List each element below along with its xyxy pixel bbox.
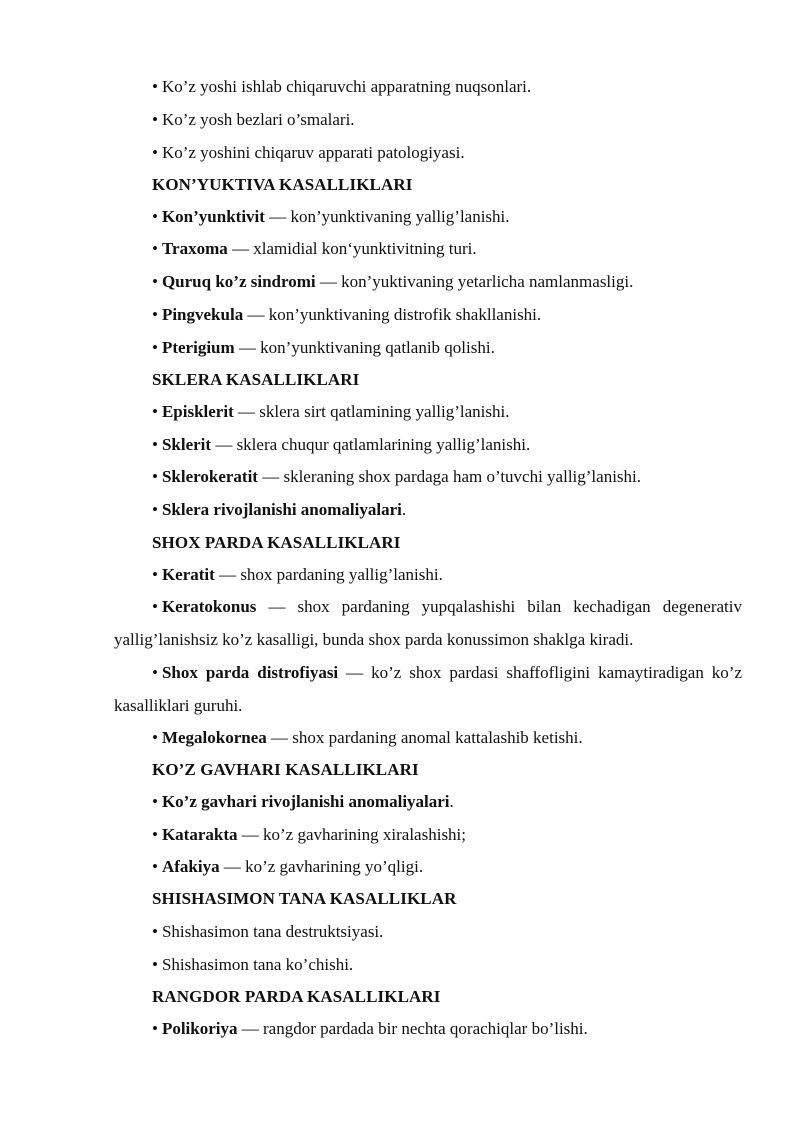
item-text: — kon’yunktivaning yallig’lanishi. bbox=[264, 207, 510, 226]
item-text: — ko’z shox pardasi shaffofligini kamaytiradigan ko’z kasalliklari guruhi. bbox=[114, 663, 743, 715]
item-term: Pterigium bbox=[161, 338, 235, 357]
bullet-symbol: • bbox=[152, 143, 158, 162]
item-text: — skleraning shox pardaga ham o’tuvchi yallig’lanishi. bbox=[257, 467, 642, 486]
item-text: — ko’z gavharining xiralashishi; bbox=[237, 825, 467, 844]
bullet-symbol: • bbox=[152, 402, 158, 421]
bullet-symbol: • bbox=[152, 207, 158, 226]
section-heading: SKLERA KASALLIKLARI bbox=[152, 370, 360, 389]
item-text: — shox pardaning anomal kattalashib ketishi. bbox=[266, 728, 583, 747]
section-heading: KO’Z GAVHARI KASALLIKLARI bbox=[152, 760, 419, 779]
item-term: Quruq ko’z sindromi bbox=[161, 272, 316, 291]
list-item bbox=[152, 401, 509, 423]
list-item bbox=[152, 142, 465, 164]
section-heading: RANGDOR PARDA KASALLIKLARI bbox=[152, 987, 441, 1006]
item-text: Shishasimon tana destruktsiyasi. bbox=[161, 922, 384, 941]
bullet-symbol: • bbox=[152, 467, 158, 486]
item-term: Traxoma bbox=[161, 239, 228, 258]
bullet-symbol: • bbox=[152, 338, 158, 357]
item-text: . bbox=[401, 500, 407, 519]
item-text: Shishasimon tana ko’chishi. bbox=[161, 955, 354, 974]
bullet-symbol: • bbox=[152, 857, 158, 876]
item-text: — shox pardaning yallig’lanishi. bbox=[214, 565, 443, 584]
item-text: . bbox=[449, 792, 454, 811]
list-item bbox=[152, 564, 443, 586]
bullet-symbol: • bbox=[152, 728, 158, 747]
list-item bbox=[152, 466, 641, 488]
bullet-symbol: • bbox=[152, 955, 158, 974]
bullet-symbol: • bbox=[152, 825, 158, 844]
bullet-symbol: • bbox=[152, 272, 158, 291]
item-term: Sklerit bbox=[161, 435, 212, 454]
item-text: — kon’yunktivaning qatlanib qolishi. bbox=[234, 338, 495, 357]
item-term: Polikoriya bbox=[161, 1019, 238, 1038]
list-item bbox=[152, 954, 353, 976]
list-item bbox=[152, 824, 466, 846]
bullet-symbol: • bbox=[152, 922, 158, 941]
bullet-symbol: • bbox=[152, 792, 158, 811]
list-item bbox=[152, 304, 541, 326]
list-item bbox=[152, 238, 477, 260]
item-term: Pingvekula bbox=[161, 305, 244, 324]
section-heading: SHISHASIMON TANA KASALLIKLAR bbox=[152, 889, 457, 908]
item-term: Keratokonus bbox=[161, 597, 257, 616]
bullet-symbol: • bbox=[152, 239, 158, 258]
item-text: — sklera sirt qatlamining yallig’lanishi. bbox=[233, 402, 510, 421]
item-text: — kon’yuktivaning yetarlicha namlanmasligi. bbox=[315, 272, 634, 291]
list-item bbox=[152, 727, 583, 749]
item-term: Sklerokeratit bbox=[161, 467, 258, 486]
list-item bbox=[152, 271, 633, 293]
paragraph-item bbox=[114, 590, 742, 656]
item-text: — shox pardaning yupqalashishi bilan kechadigan degenerativ yallig’lanishsiz ko’z kasalligi, bunda shox parda konussimon shaklga kiradi. bbox=[114, 597, 742, 649]
item-text: — xlamidial konʻyunktivitning turi. bbox=[227, 239, 477, 258]
item-text: — rangdor pardada bir nechta qorachiqlar bo’lishi. bbox=[237, 1019, 588, 1038]
item-term: Episklerit bbox=[161, 402, 234, 421]
bullet-symbol: • bbox=[152, 1019, 158, 1038]
item-term: Ko’z gavhari rivojlanishi anomaliyalari bbox=[161, 792, 450, 811]
list-item bbox=[152, 337, 495, 359]
bullet-symbol: • bbox=[152, 435, 158, 454]
bullet-symbol: • bbox=[152, 565, 158, 584]
list-item bbox=[152, 791, 454, 813]
item-term: Afakiya bbox=[161, 857, 220, 876]
item-text: Ko’z yoshi ishlab chiqaruvchi apparatning nuqsonlari. bbox=[161, 77, 532, 96]
bullet-symbol: • bbox=[152, 305, 158, 324]
list-item bbox=[152, 921, 383, 943]
list-item bbox=[152, 434, 530, 456]
bullet-symbol: • bbox=[152, 500, 158, 519]
list-item bbox=[152, 206, 510, 228]
item-text: — sklera chuqur qatlamlarining yallig’lanishi. bbox=[211, 435, 531, 454]
item-text: Ko’z yosh bezlari o’smalari. bbox=[161, 110, 355, 129]
bullet-symbol: • bbox=[152, 597, 158, 616]
section-heading: SHOX PARDA KASALLIKLARI bbox=[152, 533, 401, 552]
bullet-symbol: • bbox=[152, 77, 158, 96]
item-text: — ko’z gavharining yo’qligi. bbox=[219, 857, 424, 876]
list-item bbox=[152, 1018, 588, 1040]
item-term: Sklera rivojlanishi anomaliyalari bbox=[161, 500, 402, 519]
list-item bbox=[152, 856, 423, 878]
item-term: Megalokornea bbox=[161, 728, 267, 747]
bullet-symbol: • bbox=[152, 663, 158, 682]
item-term: Katarakta bbox=[161, 825, 238, 844]
bullet-symbol: • bbox=[152, 110, 158, 129]
list-item bbox=[152, 76, 531, 98]
paragraph-item bbox=[114, 656, 742, 722]
item-text: — kon’yunktivaning distrofik shakllanishi. bbox=[243, 305, 542, 324]
section-heading: KON’YUKTIVA KASALLIKLARI bbox=[152, 175, 413, 194]
list-item bbox=[152, 499, 406, 521]
item-term: Keratit bbox=[161, 565, 215, 584]
item-text: Ko’z yoshini chiqaruv apparati patologiyasi. bbox=[161, 143, 465, 162]
item-term: Shox parda distrofiyasi bbox=[161, 663, 339, 682]
list-item bbox=[152, 109, 355, 131]
item-term: Kon’yunktivit bbox=[161, 207, 265, 226]
